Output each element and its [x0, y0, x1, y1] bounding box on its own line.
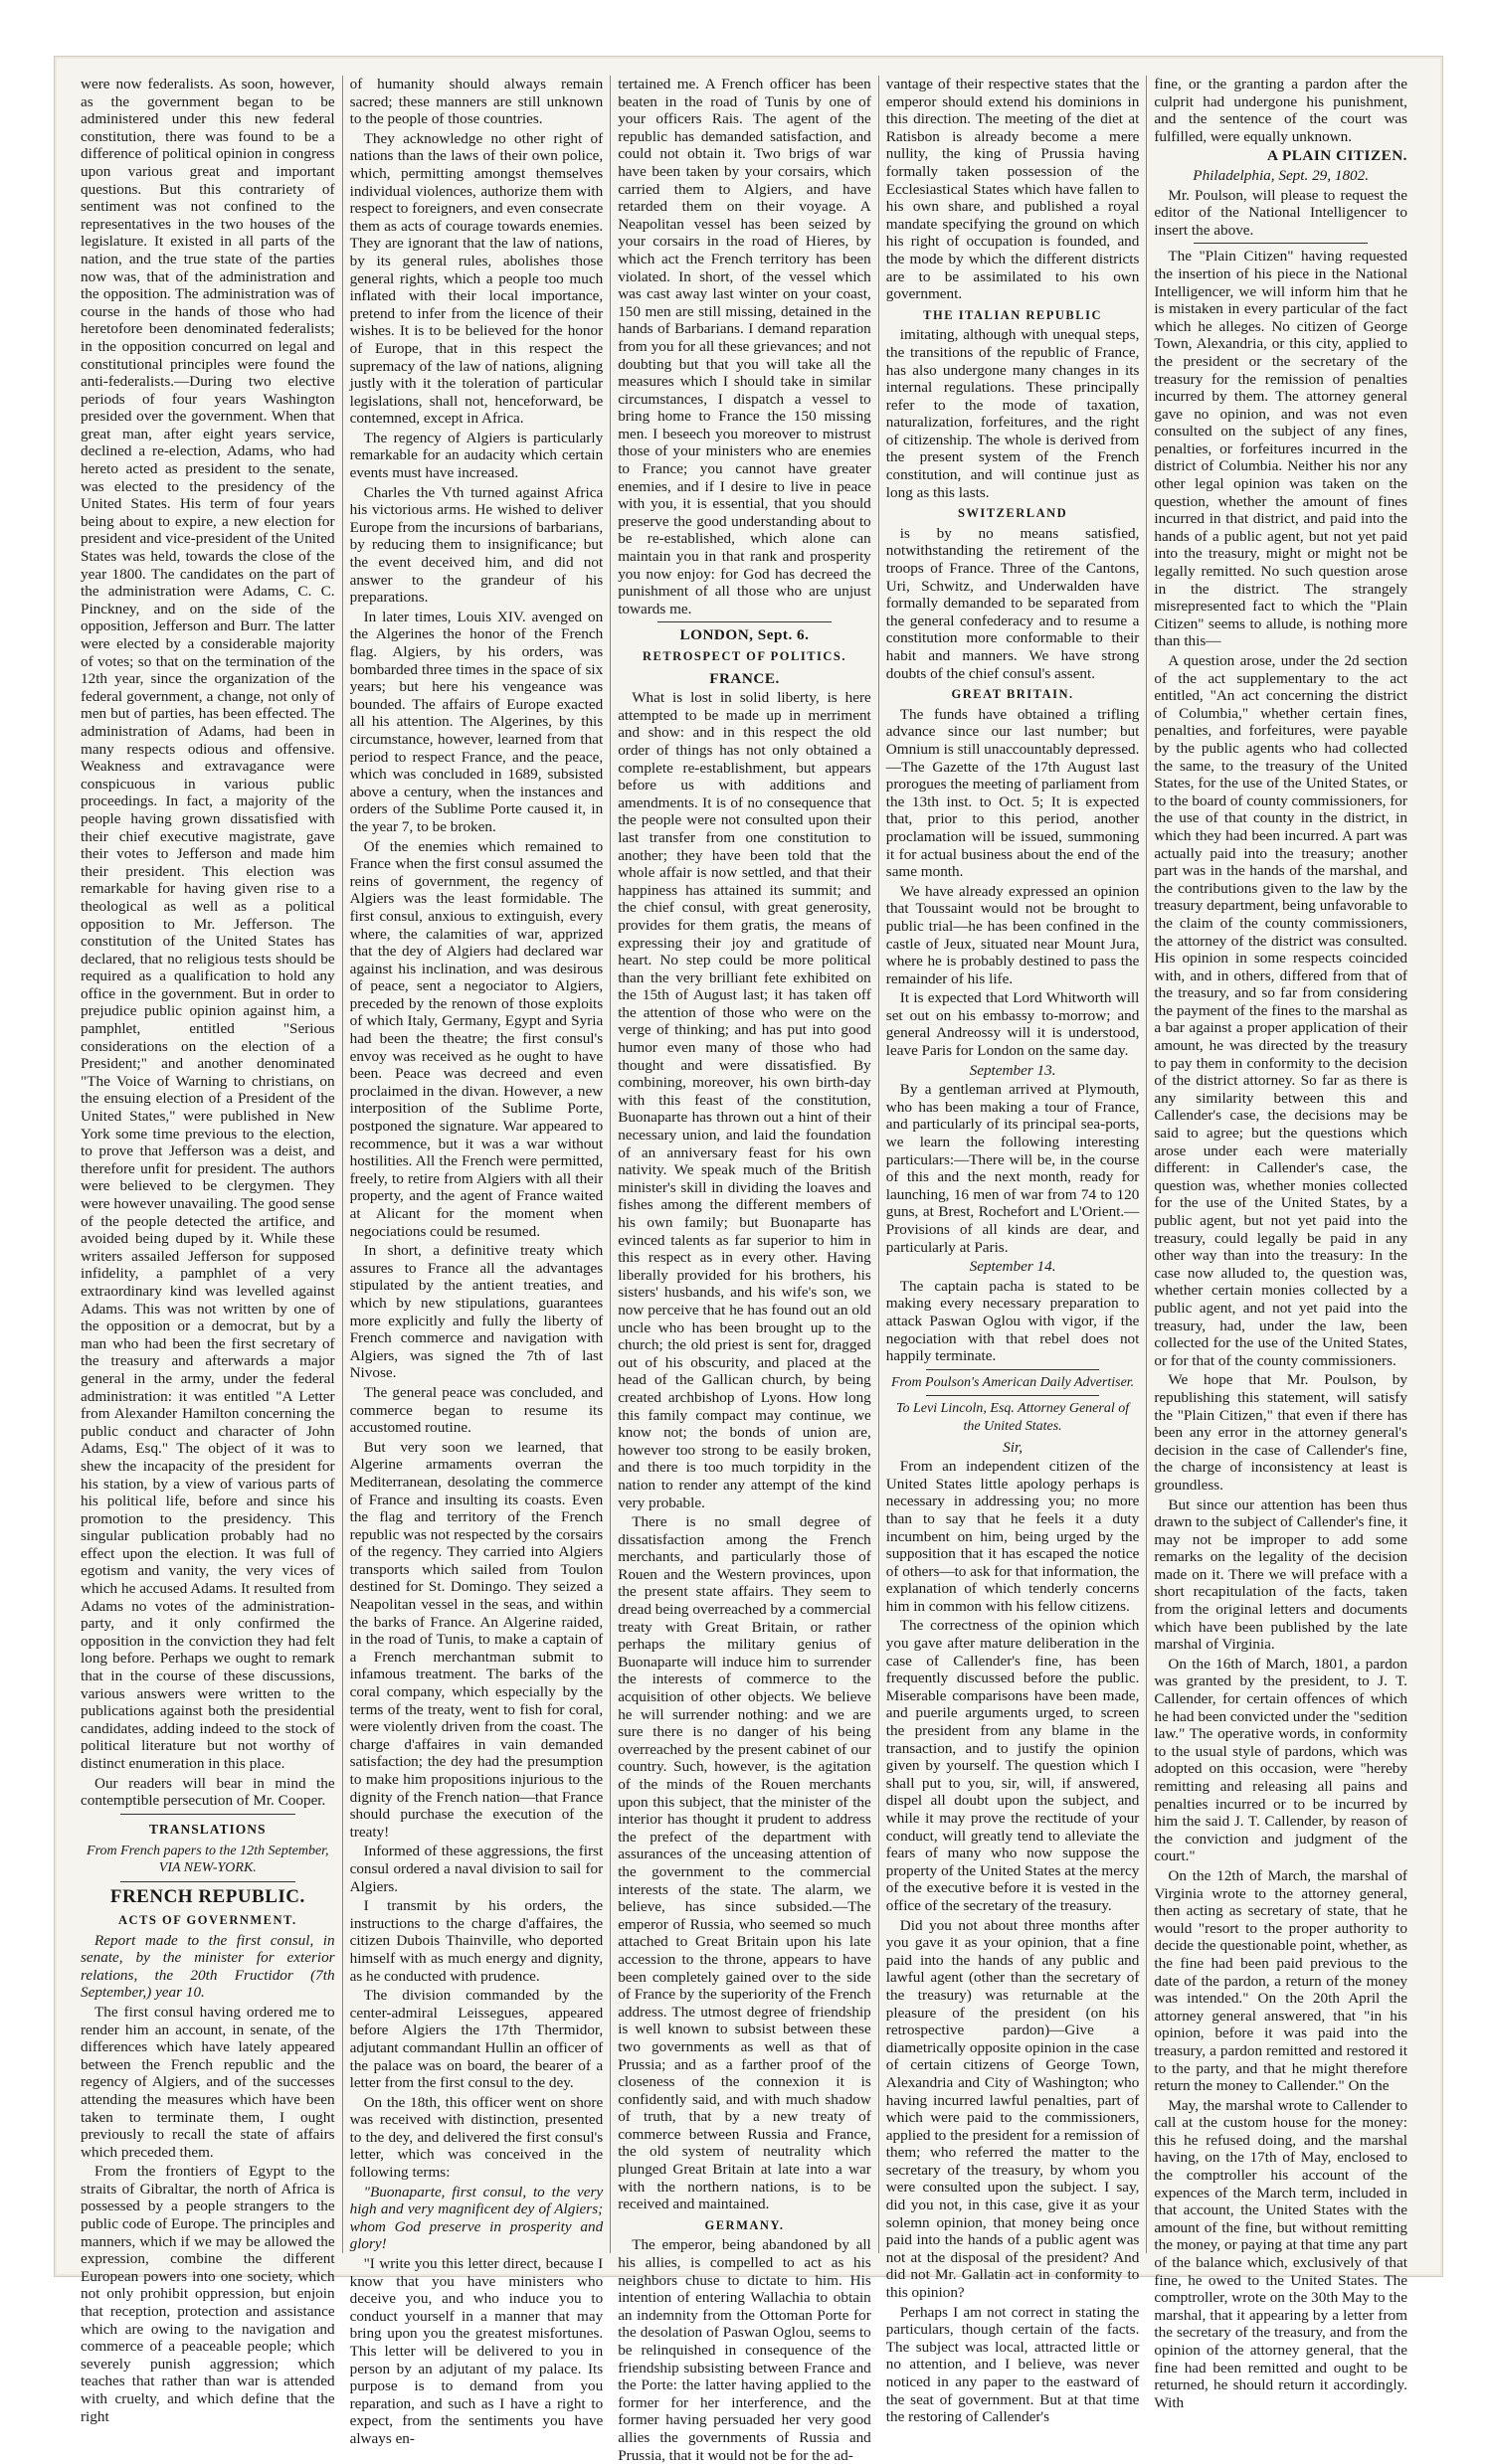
article-text: We hope that Mr. Poulson, by republishing this statement, will satisfy the "Plain Citizen," that even if there has been any error in the attorney general's decision in the case of Callender's fine, the charge of inconsistency at least is groundless. [1154, 1371, 1407, 1494]
section-heading: GREAT BRITAIN. [951, 687, 1074, 702]
article-text: There is no small degree of dissatisfaction among the French merchants, and particularly those of Rouen and the Western provinces, upon the present state affairs. They seem to dread being overreached by a commercial treaty with Great Britain, or rather perhaps the military genius of Buonaparte will induce him to surrender the interests of commerce to the acquisition of other objects. We believe he will surrender nothing: and we are sure there is no danger of his being overreached by the present cabinet of our country. Such, however, is the agitation of the minds of the Rouen merchants upon this subject, that the minister of the interior has thought it prudent to address the prefect of the department with assurances of the unceasing attention of the government to the commercial interests of the state. The alarm, we believe, has since subsided.—The emperor of Russia, who seemed so much attached to Great Britain upon his late accession to the throne, appears to have been completely gained over to the side of France by the superiority of the French address. The utmost degree of friendship is well known to subsist between these two governments as well as that of Prussia; and as a farther proof of the closeness of the connexion it is confidently said, and with much shadow of truth, that by a new treaty of commerce between Russia and France, the old system of neutrality which plunged Great Britain at late into a war with the northern nations, is to be received and maintained. [618, 1513, 871, 2213]
letter-address: To Levi Lincoln, Esq. Attorney General of the United States. [896, 1401, 1130, 1434]
section-heading: FRANCE. [709, 669, 780, 687]
column-5 [1146, 76, 1414, 2411]
article-text: The first consul having ordered me to render him an account, in senate, of the differences which have lately appeared between the French republic and the regency of Algiers, and of the successes attending the measures which have been taken to terminate them, I ought previously to recall the state of affairs which preceded them. [81, 2003, 335, 2161]
source-line: From Poulson's American Daily Advertiser. [890, 1374, 1135, 1390]
article-text: They acknowledge no other right of nations than the laws of their own police, which, permitting amongst themselves individual violences, authorize them with respect to foreigners, and even consecrate them as acts of courage towards enemies. They are ignorant that the law of nations, by its general rules, abolishes those general rights, which a people too much inflated with their local importance, pretend to infer from the licence of their wishes. It is to be believed for the honor of Europe, that in this respect the supremacy of the law of nations, aligning justly with it the toleration of particular legislations, shall not, henceforward, be contemned, except in Africa. [349, 129, 604, 428]
salutation: Sir, [1003, 1438, 1023, 1456]
article-text: of humanity should always remain sacred; these manners are still unknown to the people of those countries. [349, 76, 604, 128]
article-text: It is expected that Lord Whitworth will set out on his embassy to-morrow; and general Andreossy will it is understood, leave Paris for London on the same day. [885, 989, 1140, 1060]
article-text: In short, a definitive treaty which assures to France all the advantages stipulated by the antient treaties, and which by new stipulations, guarantees more explicitly and fully the liberty of French commerce and navigation with Algiers, was signed the 7th of last Nivose. [349, 1242, 604, 1382]
article-text: Mr. Poulson, will please to request the editor of the National Intelligencer to insert the above. [1154, 186, 1407, 239]
article-text: From the frontiers of Egypt to the straits of Gibraltar, the north of Africa is possessed by a people strangers to the public code of Europe. The principles and manners, which if we may be allowed the expression, combine the different European powers into one society, which not only prohibit oppression, but enjoin that reception, protection and assistance which are owing to the navigation and commerce of a peaceable people; which severely punish aggression; which teaches that rather than war is attended with cruelty, and which define that the right [81, 2163, 335, 2425]
article-text: imitating, although with unequal steps, the transitions of the republic of France, has also undergone many changes in its internal regulations. These principally refer to the mode of taxation, naturalization, forfeitures, and the right of citizenship. The whole is derived from the present system of the French constitution, and will continue just as long as this lasts. [885, 326, 1140, 501]
article-text: were now federalists. As soon, however, as the government began to be administered under this new federal constitution, there was found to be a difference of political opinion in congress upon various great and important questions. But this contrariety of sentiment was not confined to the representatives in the two houses of the legislature. It existed in all parts of the nation, and the true state of the parties now was, that of the administration and the opposition. The administration was of course in the hands of those who had heretofore been denominated federalists; in the opposition concurred on legal and constitutional principles were found the anti-federalists.—During two elective periods of four years Washington presided over the government. When that great man, after eight years service, declined a re-election, Adams, who had hereto acted as president to the senate, was elected to the presidency of the United States. His term of four years being about to expire, a new election for president and vice-president of the United States was held, towards the close of the year 1800. The candidates on the part of the administration were Adams, C. C. Pinckney, and on the side of the opposition, Jefferson and Burr. The latter were elected by a considerable majority of votes; so that on the termination of the 12th year, since the organization of the federal government, a change, not only of men but of parties, has been effected. The administration of Adams, had been in many respects odious and offensive. Weakness and extravagance were conspicuous in various public proceedings. In fact, a majority of the people having grown dissatisfied with their chief executive magistrate, gave their votes to Jefferson and made him their president. This election was remarkable for having given rise to a theological as well as a political opposition to Mr. Jefferson. The constitution of the United States has declared, that no religious tests should be required as a qualification to hold any office in the government. But in order to prejudice public opinion against him, a pamphlet, entitled "Serious considerations on the election of a President;" and another denominated "The Voice of Warning to christians, on the ensuing election of a President of the United States," were published in New York some time previous to the election, to prove that Jefferson was a deist, and therefore unfit for president. The authors were believed to be clergymen. They were however unavailing. The good sense of the people detected the artifice, and avoided being duped by it. While these writers assailed Jefferson for supposed infidelity, a pamphlet of a very extraordinary kind was levelled against Adams. This was not written by one of the opposition or a democrat, but by a man who had been the first secretary of the treasury and afterwards a major general in the army, under the federal administration: it was entitled "A Letter from Alexander Hamilton concerning the public conduct and character of John Adams, Esq." The object of it was to shew the incapacity of the president for his station, by a view of various parts of his political life, before and since his promotion to the presidency. This singular publication probably had no effect upon the election. It was full of egotism and vanity, the very vices of which he accused Adams. It resulted from Adams no votes of the administration-party, and it only confirmed the opposition in the conviction they had felt long before. Perhaps we ought to remark that in the course of these discussions, various answers were written to the publications against both the presidential candidates, adding indeed to the stock of political literature but not worthy of distinct enumeration in this place. [81, 76, 335, 1772]
article-text: vantage of their respective states that the emperor should extend his dominions in this direction. The meeting of the diet at Ratisbon is already become a mere nullity, the king of Prussia having formally taken possession of the Ecclesiastical States which have fallen to his own share, and published a royal mandate specifying the ground on which his right of occupation is founded, and the mode by which the different districts are to be assimilated to his own government. [885, 76, 1140, 303]
section-heading: FRENCH REPUBLIC. [109, 1885, 305, 1907]
article-text: Our readers will bear in mind the contemptible persecution of Mr. Cooper. [81, 1774, 335, 1810]
report-caption: Report made to the first consul, in senate, by the minister for exterior relations, the 20th Fructidor (7th September,) year 10. [81, 1931, 335, 2002]
divider [1194, 243, 1368, 244]
article-text: fine, or the granting a pardon after the culprit had undergone his punishment, and the sentence of the court was fulfilled, were equally unknown. [1154, 76, 1407, 145]
dateline: September 14. [969, 1258, 1056, 1276]
article-text: On the 16th of March, 1801, a pardon was granted by the president, to J. T. Callender, for certain offences of which he had been convicted under the "sedition law." The operative words, in conformity to the usual style of pardons, which was adopted on this occasion, were "hereby remitting and releasing all pains and penalties incurred or to be incurred by him the said J. T. Callender, by reason of the conviction and judgment of the court." [1154, 1655, 1407, 1865]
column-2 [342, 76, 611, 2447]
article-text: From an independent citizen of the United States little apology perhaps is necessary in addressing you; no more than to say that he feels it a duty incumbent on him, being urged by the supposition that it has escaped the notice of others—to ask for that information, the explanation of which tenderly concerns him in common with his fellow citizens. [885, 1458, 1140, 1615]
divider [657, 621, 832, 622]
article-text: On the 18th, this officer went on shore was received with distinction, presented to the dey, and delivered the first consul's letter, which was conceived in the following terms: [349, 2093, 604, 2182]
article-text: The regency of Algiers is particularly remarkable for an audacity which certain events must have increased. [349, 429, 604, 482]
article-text: The correctness of the opinion which you gave after mature deliberation in the case of Callender's fine, has been frequently discussed before the public. Miserable comparisons have been made, and puerile arguments urged, to screen the president from any blame in the transaction, and to justify the opinion given by yourself. The question which I shall put to you, sir, will, if answered, dispel all doubt upon the subject, and while it may prove the rectitude of your conduct, will greatly tend to alleviate the fears of many who now suppose the property of the United States at the mercy of the executive before it is vested in the office of the secretary of the treasury. [885, 1617, 1140, 1914]
article-text: But since our attention has been thus drawn to the subject of Callender's fine, it may not be improper to add some remarks on the legality of the decision made on it. There we will preface with a short recapitulation of the facts, taken from the original letters and documents which have been published by the late marshal of Virginia. [1154, 1496, 1407, 1654]
article-text: tertained me. A French officer has been beaten in the road of Tunis by one of your officers Rais. The agent of the republic has demanded satisfaction, and could not obtain it. Two brigs of war have been taken by your corsairs, which carried them to Algiers, and have retarded them on their voyage. A Neapolitan vessel has been seized by your corsairs in the road of Hieres, by which act the French territory has been violated. In short, of the vessel which was cast away last winter on your coast, 150 men are still missing, detained in the hands of Barbarians. I demand reparation from you for all these grievances; and not doubting but that you will take all the measures which I should take in similar circumstances, I dispatch a vessel to bring home to France the 150 missing men. I beseech you moreover to mistrust those of your ministers who are enemies to France; you cannot have greater enemies, and if I desire to live in peace with you, it is essential, that you should preserve the good understanding about to be re-established, which alone can maintain you in that rank and prosperity you now enjoy: for God has decreed the punishment of all those who are unjust towards me. [618, 76, 871, 617]
article-text: I transmit by his orders, the instructions to the charge d'affaires, the citizen Dubois Thainville, who deported himself with as much energy and dignity, as he conducted with prudence. [349, 1897, 604, 1985]
section-heading: GERMANY. [704, 2217, 785, 2232]
column-3 [610, 76, 878, 2464]
article-text: We have already expressed an opinion that Toussaint would not be brought to public trial—he has been confined in the castle of Jeux, situated near Mount Jura, where he is probably destined to pass the remainder of his life. [885, 882, 1140, 987]
article-text: What is lost in solid liberty, is here attempted to be made up in merriment and show: and in this respect the old order of things has not only obtained a complete re-establishment, but appears before us with additions and amendments. It is of no consequence that the people were not consulted upon their last transfer from one constitution to another; they have been told that the whole affair is now settled, and that their happiness has attained its summit; and the chief consul, with great generosity, provides for them gratis, the means of expressing their joy and gratitude of heart. No step could be more political than the very brilliant fete exhibited on the 15th of August last; it has taken off the attention of those who were on the verge of thinking; and has put into good humor even many of those who had thought and were dissatisfied. By combining, moreover, his own birth-day with this feast of the constitution, Buonaparte has thrown out a hint of their necessary union, and laid the foundation of an anniversary feast for his own nativity. We speak much of the British minister's skill in dividing the loaves and fishes among the different members of his own family; but Buonaparte has evinced talents as far superior to him in this respect as in every other. Having liberally provided for his brothers, his sisters' husbands, and his wife's son, we now perceive that he has found out an old uncle who has been brought up to the church; the old priest is sent for, dragged out of his obscurity, and placed at the head of the Gallican church, by being created archbishop of Lyons. How long this family compact may continue, we know not; the bonds of union are, however too strong to be easily broken, and there is too much torpidity in the nation to render any attempt of the kind very probable. [618, 689, 871, 1511]
article-text: The funds have obtained a trifling advance since our last number; but Omnium is still unaccountably depressed.—The Gazette of the 17th August last prorogues the meeting of parliament from the 13th inst. to Oct. 5; It is expected that, prior to this period, another proclamation will be issued, summoning it for actual business about the end of the same month. [885, 705, 1140, 881]
article-text: May, the marshal wrote to Callender to call at the custom house for the money: this he refused doing, and the marshal having, on the 17th of May, enclosed to the comptroller his account of the expences of the March term, included in that account, the United States with the amount of the fine, but without remitting the money, or paying at that time any part of the balance which, exclusively of that fine, he owed to the United States. The comptroller, wrote on the 30th May to the marshal, that it appearing by a letter from the secretary of the treasury, and from the opinion of the attorney general, that the fine had been remitted and ought to be returned, he should return it accordingly. With [1154, 2096, 1407, 2411]
article-text: Informed of these aggressions, the first consul ordered a naval division to sail for Algiers. [349, 1843, 604, 1895]
article-text: The emperor, being abandoned by all his allies, is compelled to act as his neighbors chuse to dictate to him. His intention of entering Wallachia to obtain an indemnity from the Ottoman Porte for the desolation of Paswan Oglou, seems to be relinquished in consequence of the friendship subsisting between France and the Porte: the latter having applied to the former for her interference, and the former having persuaded her very good allies the governments of Russia and Prussia, that it would not be for the ad- [618, 2236, 871, 2464]
article-text: "I write you this letter direct, because I know that you have ministers who deceive you, and who induce you to conduct yourself in a manner that may bring upon you the greatest misfortunes. This letter will be delivered to you in person by an adjutant of my palace. Its purpose is to demand from you reparation, and such as I have a right to expect, from the sentiments you have always en- [349, 2255, 604, 2447]
dateline: Philadelphia, Sept. 29, 1802. [1193, 166, 1370, 184]
article-text: In later times, Louis XIV. avenged on the Algerines the honor of the French flag. Algiers, by his orders, was bombarded three times in the space of six years; but here his vengeance was bounded. The affairs of Europe exacted all his attention. The Algerines, by this circumstance, however, learned from that period to respect France, and the peace, which was concluded in 1689, subsisted above a century, when the instances and orders of the Sublime Porte caused it, in the year 7, to be broken. [349, 608, 604, 835]
article-text: By a gentleman arrived at Plymouth, who has been making a tour of France, and particularly of its principal sea-ports, we learn the following interesting particulars:—There will be, in the course of this and the next month, ready for launching, 16 men of war from 74 to 120 guns, at Brest, Rochefort and L'Orient.—Provisions of all kinds are dear, and particularly at Paris. [885, 1081, 1140, 1256]
article-text: is by no means satisfied, notwithstanding the retirement of the troops of France. Three of the Cantons, Uri, Schwitz, and Underwalden have formally demanded to be separated from the general confederacy and to resume a constitution more conformable to their habit and manners. We have strong doubts of the chief consul's assent. [885, 524, 1140, 682]
section-subheading: From French papers to the 12th September, VIA NEW-YORK. [87, 1843, 329, 1876]
article-text: Charles the Vth turned against Africa his victorious arms. He wished to deliver Europe from the incursions of barbarians, by reducing them to insignificance; but the event deceived him, and did not answer to the grandeur of his preparations. [349, 483, 604, 607]
divider [926, 1369, 1100, 1370]
column-1 [74, 76, 342, 2425]
dateline-heading: LONDON, Sept. 6. [679, 626, 810, 644]
section-heading: SWITZERLAND [957, 506, 1068, 521]
article-text: Of the enemies which remained to France when the first consul assumed the reins of government, the regency of Algiers was the least formidable. The first consul, anxious to extinguish, every where, the calamities of war, apprized that the dey of Algiers had declared war against his inclination, and was desirous of peace, sent a negociator to Algiers, preceded by the renown of those exploits of which Italy, Germany, Egypt and Syria had been the theatre; the first consul's envoy was received as he ought to have been. Peace was decreed and even proclaimed in the divan. However, a new interposition of the Sublime Porte, postponed the signature. War appeared to recommence, but it was a war without hostilities. All the French were permitted, freely, to retire from Algiers with all their property, and the agent of France waited at Alicant for the moment when negociations could be resumed. [349, 837, 604, 1240]
divider [120, 1881, 295, 1882]
article-text: On the 12th of March, the marshal of Virginia wrote to the attorney general, then acting as secretary of state, that he would "resort to the proper authority to decide the questionable point, whether, as the fine had been paid previous to the date of the pardon, a return of the money was intended." On the 20th April the attorney general answered, that "in his opinion, before it was paid into the treasury, a pardon remitted and restored it to the party, and that he might therefore return the money to Callender." On the [1154, 1866, 1407, 2095]
article-text: The captain pacha is stated to be making every necessary preparation to attack Paswan Oglou with vigor, if the negociation with that rebel does not happily terminate. [885, 1277, 1140, 1365]
article-text: The general peace was concluded, and commerce began to resume its accustomed routine. [349, 1383, 604, 1437]
section-heading: TRANSLATIONS [149, 1821, 267, 1837]
article-text: The "Plain Citizen" having requested the insertion of his piece in the National Intelligencer, we will inform him that he is mistaken in every particular of the fact which he alleges. No citizen of George Town, Alexandria, or this city, applied to the president or the secretary of the treasury for the remission of penalties incurred by them. The attorney general gave no opinion, and was not even consulted on the subject of any fines, penalties, or forfeitures incurred in the district of Columbia. Neither his nor any other legal opinion was taken on the question, whether the amount of fines incurred in that district, and paid into the hands of a public agent, but not yet paid into the treasury, might or might not be legally remitted. No such question arose in the district. The strangely misrepresented fact to which the "Plain Citizen" seems to allude, is nothing more than this— [1154, 248, 1407, 650]
section-subheading: ACTS OF GOVERNMENT. [118, 1912, 297, 1927]
section-subheading: RETROSPECT OF POLITICS. [642, 649, 846, 663]
newspaper-columns [74, 76, 1414, 2464]
article-text: A question arose, under the 2d section of the act supplementary to the act entitled, "An act concerning the district of Columbia," whether certain fines, penalties, and forfeitures, were payable by the public agents who had collected the same, to the treasury of the United States, for the use of the United States, or to the board of county commissioners, for the use of that county in the district, in which they had been incurred. A part was actually paid into the treasury; another part was in the hands of the marshal, and the contributions given to the law by the treasury department, being unfavorable to the claim of the county commissioners, the attorney of the district was consulted. His opinion in some respects coincided with, and in others, differed from that of the treasury, and so far from considering the payment of the fines to the marshal as a bar against a proper application of their amount, he was directed by the treasury to pay them in conformity to the decision of the district attorney. So far as there is any similarity between this and Callender's case, the decisions may be said to agree; but the questions which arose under each were materially different: in Callender's case, the question was, whether monies collected for the use of the United States, by a public agent, but not yet paid into the treasury, could legally be paid in any other way than into the treasury: In the case now alluded to, the question was, whether certain monies collected by a public agent, and not yet paid into the treasury, had, under the law, been collected for the use of the United States, or for that of the county commissioners. [1154, 652, 1407, 1369]
column-4 [878, 76, 1147, 2426]
article-text: Did you not about three months after you gave it as your opinion, that a fine paid into the hands of any public and lawful agent (other than the secretary of the treasury) was returnable at the pleasure of the president (on his retrospective pardon)—Give a diametrically opposite opinion in the case of certain citizens of George Town, Alexandria and City of Washington; who having incurred lawful penalties, part of which were paid to the commissioners, applied to the president for a remission of them; who referred the matter to the secretary of the treasury, by whom you were consulted upon the subject. I say, did you not, in this case, give it as your solemn opinion, that money being once paid into the hands of a public agent was not at the disposal of the president? And did not Mr. Gallatin act in conformity to this opinion? [885, 1916, 1140, 2302]
article-text: But very soon we learned, that Algerine armaments overran the Mediterranean, desolating the commerce of France and insulting its coasts. Even the flag and territory of the French republic was not respected by the corsairs of the regency. They carried into Algiers transports which sailed from Toulon destined for St. Domingo. They seized a Neapolitan vessel in the seas, and within the barks of France. An Algerine raided, in the road of Tunis, to make a captain of a French merchantman submit to infamous treatment. The barks of the coral company, which especially by the terms of the treaty, went to fish for coral, were violently driven from the coast. The charge d'affaires in vain demanded satisfaction; the dey had the presumption to make him propositions injurious to the dignity of the French nation—that France should purchase the execution of the treaty! [349, 1438, 604, 1841]
quoted-letter: "Buonaparte, first consul, to the very high and very magnificent dey of Algiers; whom God preserve in prosperity and glory! [349, 2183, 604, 2253]
article-text: Perhaps I am not correct in stating the particulars, though certain of the facts. The subject was local, attracted little or no attention, and I believe, was never noticed in any paper to the eastward of the seat of government. But at that time the restoring of Callender's [885, 2303, 1140, 2426]
dateline: September 13. [969, 1061, 1056, 1079]
divider [120, 1814, 295, 1815]
section-heading: THE ITALIAN REPUBLIC [923, 307, 1102, 322]
signature: A PLAIN CITIZEN. [1267, 147, 1407, 165]
article-text: The division commanded by the center-admiral Leissegues, appeared before Algiers the 17th Thermidor, adjutant commandant Hullin an officer of the palace was on board, the bearer of a letter from the first consul to the dey. [349, 1987, 604, 2092]
divider [926, 1395, 1100, 1396]
